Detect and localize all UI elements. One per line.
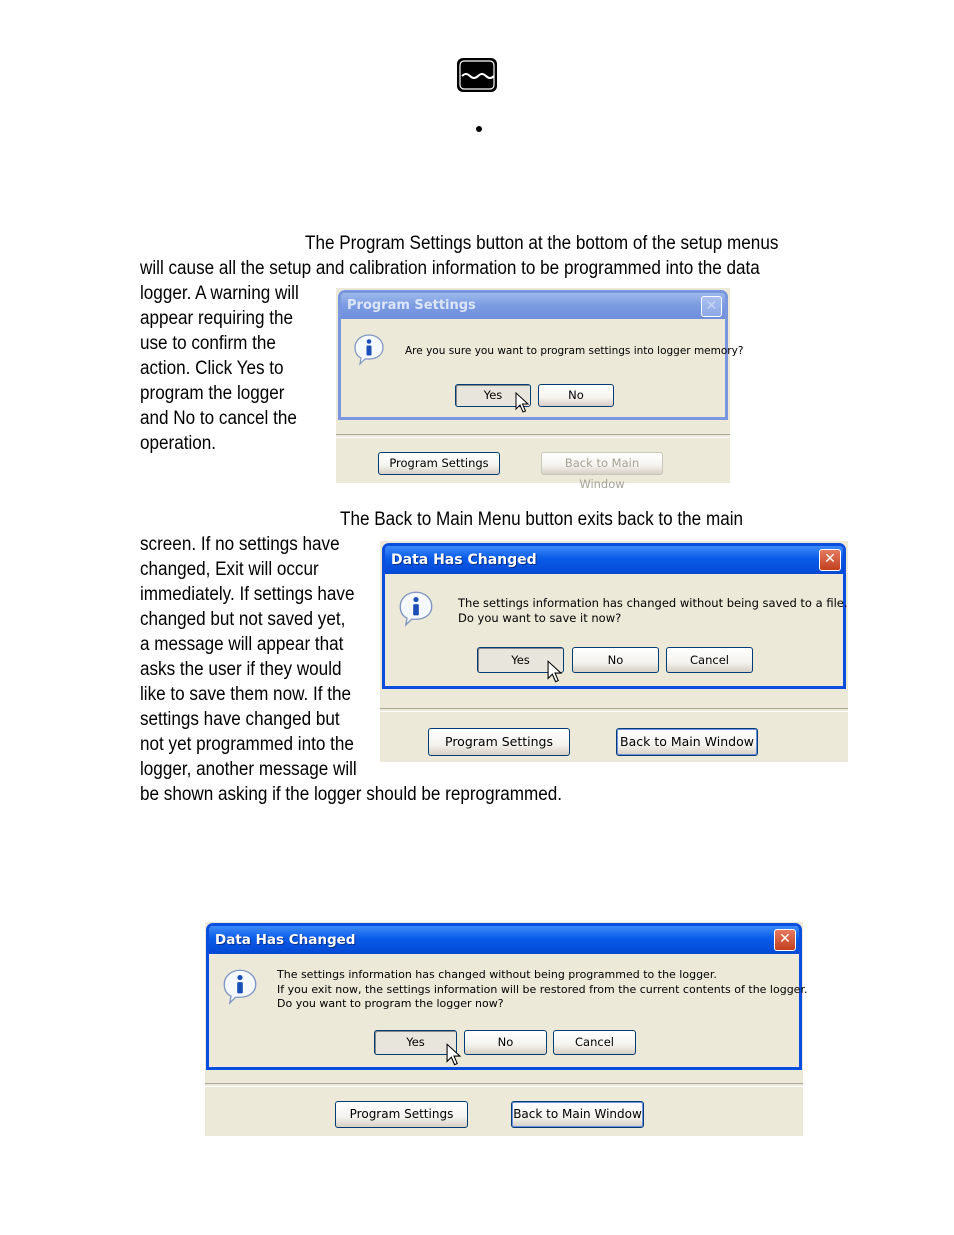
program-settings-button[interactable]: Program Settings (335, 1101, 468, 1128)
text-line: changed, Exit will occur (140, 559, 319, 580)
data-changed-program-screenshot (205, 922, 808, 1136)
close-icon[interactable]: ✕ (819, 549, 841, 571)
text-line: like to save them now. If the (140, 684, 352, 705)
info-icon (353, 333, 385, 365)
program-settings-button[interactable]: Program Settings (428, 728, 570, 756)
separator (205, 1083, 803, 1087)
bullet-point (476, 126, 482, 132)
text-line: The Back to Main Menu button exits back to the main (340, 509, 744, 530)
paragraph-program-settings-intro (305, 231, 778, 256)
separator (336, 434, 730, 438)
text-line: screen. If no settings have (140, 534, 340, 555)
dialog-message: Are you sure you want to program settings into logger memory? (405, 345, 744, 357)
separator (380, 708, 848, 712)
data-has-changed-save-dialog (382, 543, 846, 689)
dialog-title: Data Has Changed (391, 552, 537, 568)
message-line: The settings information has changed without being saved to a file. (458, 596, 848, 610)
close-icon[interactable]: ✕ (774, 929, 796, 951)
close-icon[interactable]: ✕ (701, 296, 722, 317)
back-to-main-window-button[interactable]: Back to Main Window (511, 1101, 644, 1128)
text-line: logger, another message will (140, 759, 357, 780)
back-to-main-window-button[interactable]: Back to Main Window (616, 728, 758, 756)
text-line: The Program Settings button at the bottom of the setup menus (305, 233, 779, 254)
message-line: Do you want to save it now? (458, 611, 622, 625)
dialog-title: Program Settings (347, 298, 476, 313)
no-button[interactable]: No (464, 1030, 547, 1055)
text-line: program the logger (140, 383, 285, 404)
text-line: changed but not saved yet, (140, 609, 346, 630)
info-icon (222, 968, 258, 1004)
text-line: settings have changed but (140, 709, 340, 730)
yes-button[interactable]: Yes (455, 384, 531, 407)
message-line: Do you want to program the logger now? (277, 997, 504, 1010)
text-line: immediately. If settings have (140, 584, 355, 605)
mouse-pointer-icon (446, 1043, 461, 1067)
dialog-titlebar (385, 546, 843, 574)
paragraph-back-to-main-intro (340, 507, 743, 532)
data-has-changed-program-dialog (206, 923, 808, 1070)
yes-button[interactable]: Yes (477, 647, 564, 673)
dialog-message (277, 968, 807, 1012)
dialog-titlebar (209, 926, 799, 954)
program-settings-screenshot (336, 288, 744, 491)
cancel-button[interactable]: Cancel (553, 1030, 636, 1055)
mouse-pointer-icon (515, 392, 529, 414)
dialog-title: Data Has Changed (215, 932, 356, 948)
text-line: be shown asking if the logger should be reprogrammed. (140, 784, 563, 805)
dialog-message (458, 596, 848, 626)
no-button[interactable]: No (538, 384, 614, 407)
text-line: not yet programmed into the (140, 734, 354, 755)
yes-button[interactable]: Yes (374, 1030, 457, 1055)
cancel-button[interactable]: Cancel (666, 647, 753, 673)
logo-icon (456, 57, 498, 93)
text-line: and No to cancel the (140, 408, 297, 429)
data-changed-save-screenshot (380, 541, 848, 762)
mouse-pointer-icon (547, 660, 562, 684)
info-icon (398, 590, 434, 626)
program-settings-button[interactable]: Program Settings (378, 452, 500, 475)
text-line: operation. (140, 433, 217, 454)
text-line: will cause all the setup and calibration information to be programmed into the data (140, 258, 760, 279)
text-line: use to confirm the (140, 333, 276, 354)
dialog-titlebar (341, 293, 725, 319)
text-line: a message will appear that (140, 634, 344, 655)
text-line: appear requiring the (140, 308, 294, 329)
program-settings-dialog (338, 290, 744, 420)
text-line: logger. A warning will (140, 283, 299, 304)
message-line: If you exit now, the settings information will be restored from the current contents of the logger. (277, 982, 808, 996)
text-line: action. Click Yes to (140, 358, 284, 379)
message-line: The settings information has changed without being programmed to the logger. (277, 968, 717, 981)
no-button[interactable]: No (572, 647, 659, 673)
text-line: asks the user if they would (140, 659, 342, 680)
back-to-main-window-button[interactable]: Back to Main Window (541, 452, 663, 475)
